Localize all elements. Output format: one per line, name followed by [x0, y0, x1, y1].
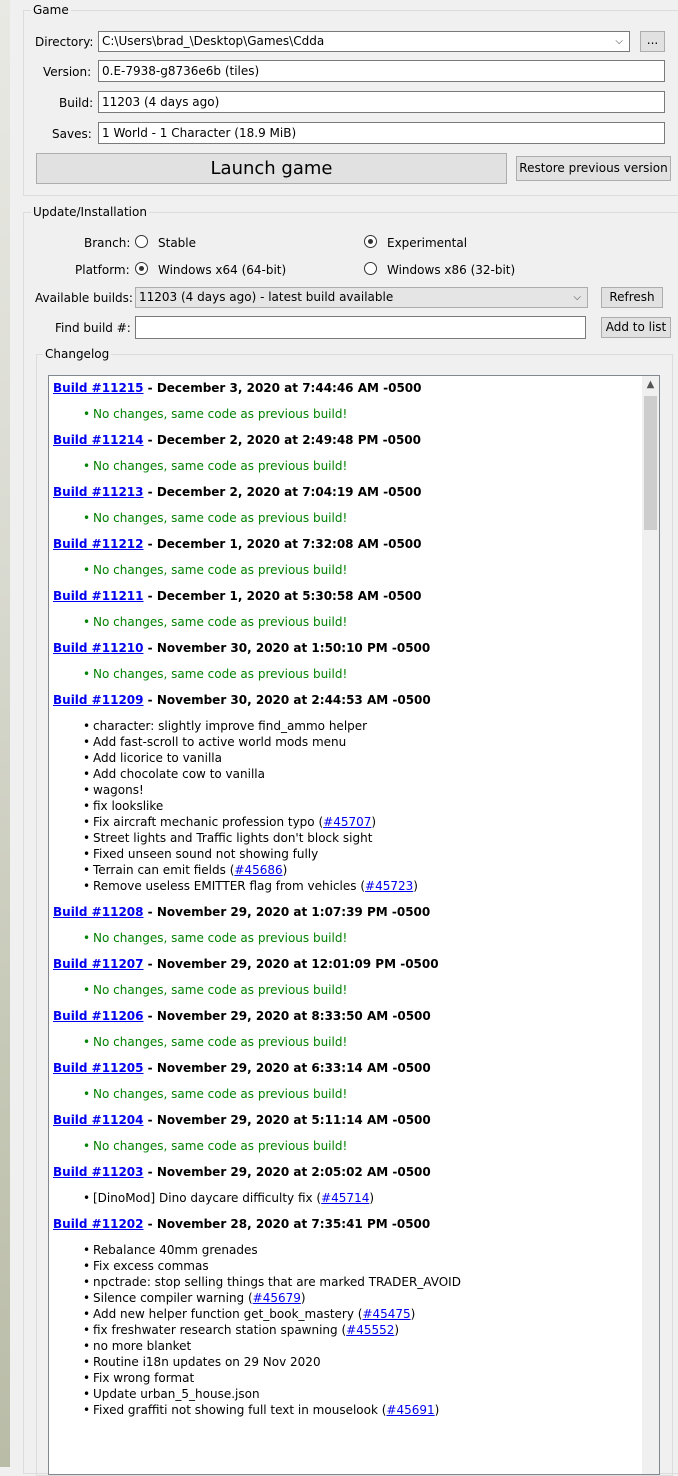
changelog-entry-header: [53, 482, 633, 502]
changelog-scrollbar[interactable]: [642, 376, 659, 1474]
radio-x86-label[interactable]: Windows x86 (32-bit): [387, 263, 516, 277]
branch-label: Branch:: [84, 236, 131, 250]
build-date: - December 2, 2020 at 2:49:48 PM -0500: [143, 433, 422, 447]
list-item: [93, 562, 633, 578]
build-date: - November 30, 2020 at 1:50:10 PM -0500: [143, 641, 431, 655]
list-item-text: Add licorice to vanilla: [93, 751, 222, 765]
find-build-input[interactable]: [135, 316, 586, 339]
list-item-suffix: ): [300, 1291, 306, 1305]
platform-label: Platform:: [75, 263, 130, 277]
list-item-text: No changes, same code as previous build!: [93, 407, 348, 421]
changelog-entry-header: [53, 1162, 633, 1182]
list-item: [93, 1242, 633, 1258]
build-date: - December 2, 2020 at 7:04:19 AM -0500: [143, 485, 422, 499]
changelog-entry: [53, 482, 633, 526]
build-date: - November 29, 2020 at 8:33:50 AM -0500: [143, 1009, 431, 1023]
launch-game-button[interactable]: Launch game: [36, 153, 507, 184]
list-item-text: Fixed graffiti not showing full text in mouselook (: [93, 1403, 387, 1417]
list-item-suffix: ): [434, 1403, 440, 1417]
changelog-entry: [53, 378, 633, 422]
list-item-text: No changes, same code as previous build!: [93, 1087, 348, 1101]
build-link[interactable]: Build #11208: [53, 905, 144, 919]
changelog-entry-header: [53, 1058, 633, 1078]
changelog-entry-header: [53, 1214, 633, 1234]
pull-request-link[interactable]: #45679: [252, 1291, 301, 1305]
list-item-text: no more blanket: [93, 1339, 192, 1353]
list-item-text: Fix wrong format: [93, 1371, 195, 1385]
changelog-entry: [53, 1110, 633, 1154]
list-item: [93, 614, 633, 630]
list-item-text: fix lookslike: [93, 799, 164, 813]
changelog-list: [53, 718, 633, 894]
launcher-panel: [10, 0, 678, 1467]
chevron-down-icon: ⌵: [573, 292, 581, 303]
build-date: - December 1, 2020 at 7:32:08 AM -0500: [143, 537, 422, 551]
list-item-text: No changes, same code as previous build!: [93, 667, 348, 681]
list-item-text: npctrade: stop selling things that are marked TRADER_AVOID: [93, 1275, 461, 1289]
list-item-suffix: ): [369, 1191, 375, 1205]
list-item: [93, 1306, 633, 1322]
directory-label: Directory:: [35, 35, 94, 49]
build-date: - December 3, 2020 at 7:44:46 AM -0500: [143, 381, 422, 395]
changelog-list: [53, 930, 633, 946]
changelog-entry-header: [53, 1110, 633, 1130]
list-item: [93, 982, 633, 998]
list-item-suffix: ): [371, 815, 377, 829]
changelog-content: [53, 378, 633, 1426]
list-item-text: No changes, same code as previous build!: [93, 615, 348, 629]
changelog-group-title: Changelog: [45, 347, 110, 361]
list-item-text: Fix excess commas: [93, 1259, 209, 1273]
build-link[interactable]: Build #11202: [53, 1217, 144, 1231]
list-item-text: Terrain can emit fields (: [93, 863, 235, 877]
list-item: [93, 750, 633, 766]
list-item-text: No changes, same code as previous build!: [93, 563, 348, 577]
list-item: [93, 878, 633, 894]
directory-combo[interactable]: [98, 31, 630, 52]
list-item: [93, 1034, 633, 1050]
browse-button[interactable]: ...: [640, 31, 665, 52]
list-item: [93, 846, 633, 862]
saves-label: Saves:: [52, 127, 92, 141]
list-item-suffix: ): [282, 863, 288, 877]
pull-request-link[interactable]: #45707: [323, 815, 372, 829]
build-link[interactable]: Build #11210: [53, 641, 144, 655]
changelog-list: [53, 1190, 633, 1206]
list-item-text: No changes, same code as previous build!: [93, 1139, 348, 1153]
radio-stable[interactable]: [135, 235, 148, 248]
build-link[interactable]: Build #11204: [53, 1113, 144, 1127]
build-date: - November 29, 2020 at 12:01:09 PM -0500: [143, 957, 439, 971]
build-link[interactable]: Build #11215: [53, 381, 144, 395]
list-item-text: Add new helper function get_book_mastery (: [93, 1307, 363, 1321]
list-item-text: Routine i18n updates on 29 Nov 2020: [93, 1355, 321, 1369]
list-item-text: Remove useless EMITTER flag from vehicles (: [93, 879, 366, 893]
changelog-entry: [53, 1162, 633, 1206]
changelog-entry-header: [53, 430, 633, 450]
list-item: [93, 798, 633, 814]
available-builds-label: Available builds:: [35, 291, 133, 305]
build-link[interactable]: Build #11211: [53, 589, 144, 603]
refresh-button[interactable]: Refresh: [601, 287, 663, 308]
add-to-list-button[interactable]: Add to list: [601, 317, 671, 338]
list-item-text: fix freshwater research station spawning (: [93, 1323, 347, 1337]
list-item-text: No changes, same code as previous build!: [93, 983, 348, 997]
radio-x64-label[interactable]: Windows x64 (64-bit): [158, 263, 287, 277]
list-item-text: Add fast-scroll to active world mods menu: [93, 735, 347, 749]
changelog-entry: [53, 534, 633, 578]
list-item: [93, 1258, 633, 1274]
build-date: - November 29, 2020 at 2:05:02 AM -0500: [143, 1165, 431, 1179]
changelog-entry-header: [53, 690, 633, 710]
build-date: - December 1, 2020 at 5:30:58 AM -0500: [143, 589, 422, 603]
list-item: [93, 830, 633, 846]
radio-x86[interactable]: [364, 262, 377, 275]
changelog-list: [53, 614, 633, 630]
list-item-text: Fixed unseen sound not showing fully: [93, 847, 319, 861]
build-date: - November 29, 2020 at 1:07:39 PM -0500: [143, 905, 431, 919]
build-date: - November 28, 2020 at 7:35:41 PM -0500: [143, 1217, 431, 1231]
build-link[interactable]: Build #11203: [53, 1165, 144, 1179]
list-item: [93, 734, 633, 750]
changelog-entry-header: [53, 638, 633, 658]
changelog-entry: [53, 638, 633, 682]
update-group-title: Update/Installation: [33, 205, 147, 219]
pull-request-link[interactable]: #45714: [321, 1191, 370, 1205]
pull-request-link[interactable]: #45686: [234, 863, 283, 877]
changelog-list: [53, 406, 633, 422]
list-item-text: character: slightly improve find_ammo helper: [93, 719, 368, 733]
list-item: [93, 1370, 633, 1386]
build-link[interactable]: Build #11205: [53, 1061, 144, 1075]
changelog-list: [53, 510, 633, 526]
changelog-view[interactable]: [48, 375, 660, 1475]
list-item: [93, 1086, 633, 1102]
list-item: [93, 718, 633, 734]
list-item-text: Street lights and Traffic lights don't block sight: [93, 831, 373, 845]
available-builds-combo[interactable]: [135, 287, 588, 308]
build-link[interactable]: Build #11214: [53, 433, 144, 447]
radio-experimental-label[interactable]: Experimental: [387, 236, 468, 250]
build-field[interactable]: 11203 (4 days ago): [98, 91, 665, 113]
game-group-title: Game: [33, 3, 69, 17]
list-item: [93, 930, 633, 946]
changelog-entry: [53, 1214, 633, 1418]
changelog-entry: [53, 954, 633, 998]
changelog-list: [53, 458, 633, 474]
build-link[interactable]: Build #11209: [53, 693, 144, 707]
list-item-text: No changes, same code as previous build!: [93, 1035, 348, 1049]
scroll-thumb[interactable]: [644, 396, 657, 530]
list-item-text: Silence compiler warning (: [93, 1291, 253, 1305]
changelog-entry: [53, 902, 633, 946]
build-date: - November 29, 2020 at 6:33:14 AM -0500: [143, 1061, 431, 1075]
changelog-entry-header: [53, 586, 633, 606]
build-date: - November 30, 2020 at 2:44:53 AM -0500: [143, 693, 431, 707]
background-strip: [0, 0, 10, 1467]
changelog-entry-header: [53, 534, 633, 554]
list-item-text: No changes, same code as previous build!: [93, 459, 348, 473]
saves-field[interactable]: 1 World - 1 Character (18.9 MiB): [98, 122, 665, 144]
version-field[interactable]: 0.E-7938-g8736e6b (tiles): [98, 60, 665, 82]
list-item: [93, 1290, 633, 1306]
list-item-text: wagons!: [93, 783, 144, 797]
list-item: [93, 1338, 633, 1354]
list-item: [93, 814, 633, 830]
list-item-text: Update urban_5_house.json: [93, 1387, 260, 1401]
list-item: [93, 458, 633, 474]
build-label: Build:: [59, 96, 94, 110]
changelog-entry-header: [53, 954, 633, 974]
changelog-entry: [53, 690, 633, 894]
build-link[interactable]: Build #11207: [53, 957, 144, 971]
list-item-text: No changes, same code as previous build!: [93, 931, 348, 945]
changelog-entry-header: [53, 1006, 633, 1026]
radio-experimental[interactable]: [364, 235, 377, 248]
build-link[interactable]: Build #11213: [53, 485, 144, 499]
changelog-entry: [53, 1006, 633, 1050]
changelog-list: [53, 562, 633, 578]
list-item-text: Add chocolate cow to vanilla: [93, 767, 265, 781]
changelog-entry: [53, 586, 633, 630]
list-item: [93, 666, 633, 682]
changelog-list: [53, 1034, 633, 1050]
list-item: [93, 862, 633, 878]
changelog-list: [53, 982, 633, 998]
restore-previous-version-button[interactable]: Restore previous version: [516, 156, 671, 181]
changelog-entry: [53, 430, 633, 474]
build-link[interactable]: Build #11206: [53, 1009, 144, 1023]
chevron-down-icon: ⌵: [615, 36, 623, 47]
list-item: [93, 766, 633, 782]
pull-request-link[interactable]: #45552: [346, 1323, 395, 1337]
radio-x64[interactable]: [135, 262, 148, 275]
changelog-list: [53, 666, 633, 682]
changelog-entry-header: [53, 378, 633, 398]
list-item: [93, 1190, 633, 1206]
list-item: [93, 1354, 633, 1370]
list-item: [93, 1274, 633, 1290]
list-item: [93, 1322, 633, 1338]
list-item-text: Fix aircraft mechanic profession typo (: [93, 815, 324, 829]
list-item-suffix: ): [410, 1307, 416, 1321]
pull-request-link[interactable]: #45691: [386, 1403, 435, 1417]
list-item-text: Rebalance 40mm grenades: [93, 1243, 258, 1257]
changelog-list: [53, 1242, 633, 1418]
pull-request-link[interactable]: #45475: [362, 1307, 411, 1321]
available-builds-value: 11203 (4 days ago) - latest build available: [139, 290, 394, 304]
directory-value: C:\Users\brad_\Desktop\Games\Cdda: [102, 34, 325, 48]
list-item: [93, 1386, 633, 1402]
list-item-suffix: ): [394, 1323, 400, 1337]
changelog-entry-header: [53, 902, 633, 922]
list-item-suffix: ): [413, 879, 418, 893]
build-date: - November 29, 2020 at 5:11:14 AM -0500: [143, 1113, 431, 1127]
list-item: [93, 1138, 633, 1154]
build-link[interactable]: Build #11212: [53, 537, 144, 551]
radio-stable-label[interactable]: Stable: [158, 236, 197, 250]
list-item-text: No changes, same code as previous build!: [93, 511, 348, 525]
list-item: [93, 510, 633, 526]
list-item: [93, 1402, 633, 1418]
pull-request-link[interactable]: #45723: [365, 879, 414, 893]
changelog-list: [53, 1086, 633, 1102]
list-item: [93, 406, 633, 422]
changelog-entry: [53, 1058, 633, 1102]
list-item-text: [DinoMod] Dino daycare difficulty fix (: [93, 1191, 322, 1205]
scroll-up-arrow-icon[interactable]: ▲: [646, 379, 655, 390]
find-build-label: Find build #:: [55, 321, 131, 335]
list-item: [93, 782, 633, 798]
changelog-list: [53, 1138, 633, 1154]
version-label: Version:: [43, 65, 92, 79]
